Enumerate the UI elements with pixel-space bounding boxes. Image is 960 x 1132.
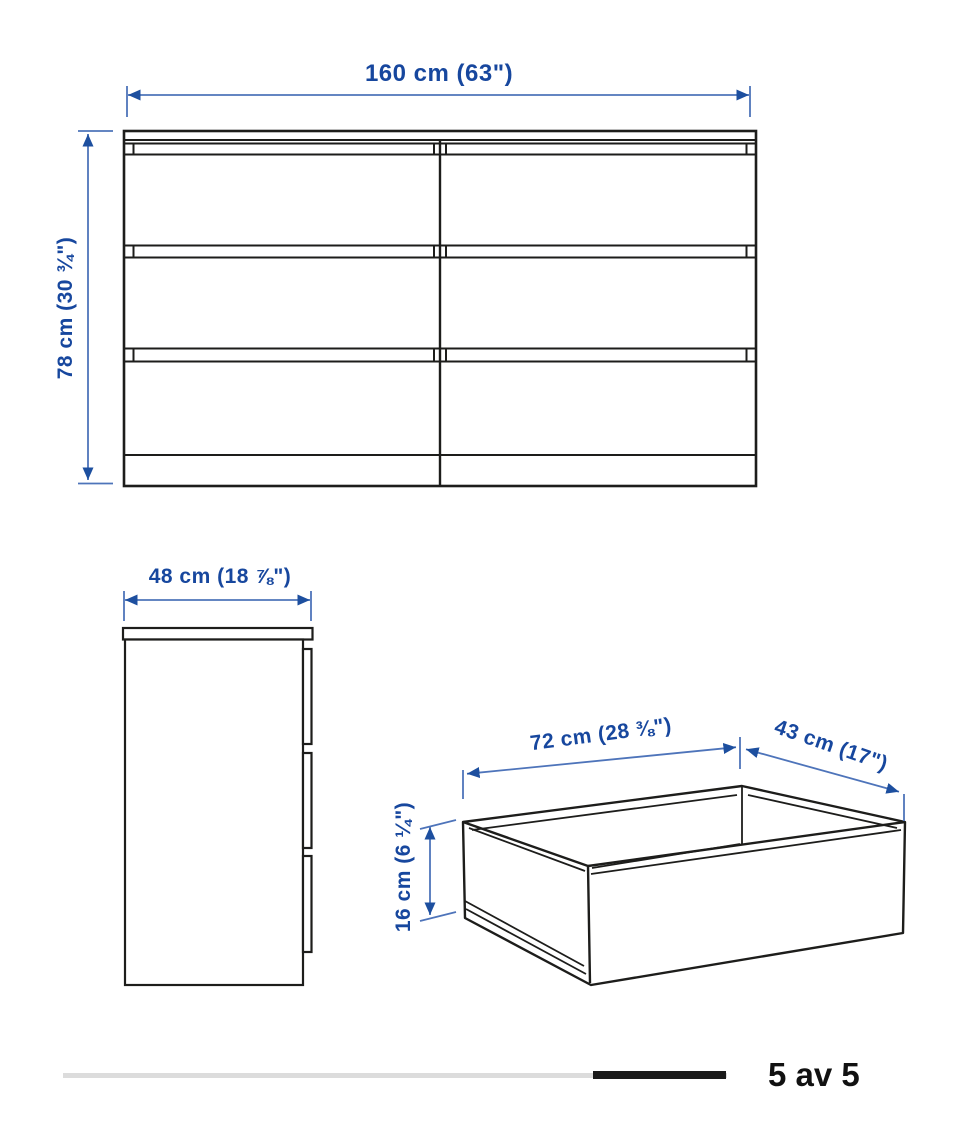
drawer-width-dimension-label: 72 cm (28 ⅜") — [528, 713, 674, 756]
side-view-drawing — [123, 628, 313, 985]
page-count-label: 5 av 5 — [768, 1056, 860, 1093]
side-depth-dimension-label: 48 cm (18 ⅞") — [148, 565, 292, 588]
front-view-drawing — [124, 131, 756, 486]
drawer-3d-drawing — [463, 786, 905, 985]
front-height-dimension-label: 78 cm (30 ¾") — [54, 236, 77, 380]
side-view-dimension-lines — [124, 591, 311, 621]
front-width-dimension-label: 160 cm (63") — [364, 60, 514, 87]
carousel-progress-indicator — [593, 1071, 726, 1079]
drawer-height-dimension-label: 16 cm (6 ¼") — [392, 801, 415, 933]
drawer-depth-dimension-label: 43 cm (17") — [771, 715, 891, 776]
